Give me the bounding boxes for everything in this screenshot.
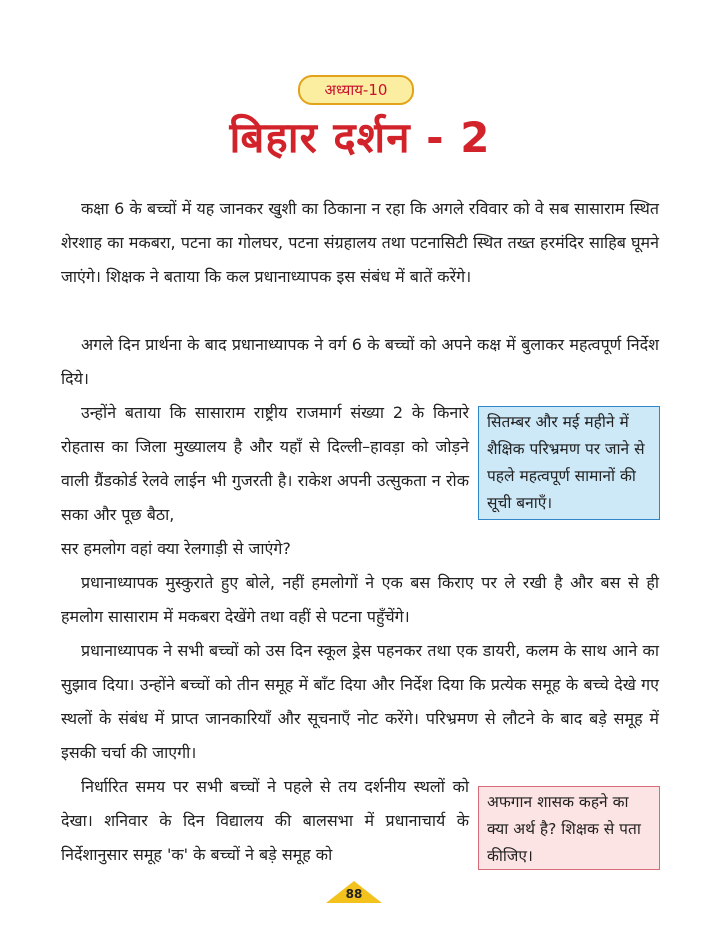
chapter-label: अध्याय-10 (298, 75, 414, 105)
paragraph: प्रधानाध्यापक ने सभी बच्चों को उस दिन स्कूल ड्रेस पहनकर तथा एक डायरी, कलम के साथ आने का सुझाव दिया। उन्होंने बच्चों को तीन समूह में बाँट दिया और निर्देश दिया कि प्रत्येक समूह के बच्चे देखे गए स्थलों के संबंध में प्राप्त जानकारियाँ और सूचनाएँ नोट करेंगे। परिभ्रमण से लौटने के बाद बड़े समूह में इसकी चर्चा की जाएगी। (61, 641, 659, 762)
side-note-box: अफगान शासक कहने का क्या अर्थ है? शिक्षक से पता कीजिए। (478, 786, 660, 870)
paragraph: प्रधानाध्यापक मुस्कुराते हुए बोले, नहीं हमलोगों ने एक बस किराए पर ले रखी है और बस से ही हमलोग सासाराम में मकबरा देखेंगे तथा वहीं से पटना पहुँचेंगे। (61, 573, 659, 626)
paragraph: अगले दिन प्रार्थना के बाद प्रधानाध्यापक ने वर्ग 6 के बच्चों को अपने कक्ष में बुलाकर महत्वपूर्ण निर्देश दिये। (61, 335, 659, 388)
side-note-box: सितम्बर और मई महीने में शैक्षिक परिभ्रमण पर जाने से पहले महत्वपूर्ण सामानों की सूची बनाएँ। (478, 406, 660, 520)
page-number: 88 (345, 887, 363, 901)
paragraph: निर्धारित समय पर सभी बच्चों ने पहले से तय दर्शनीय स्थलों को देखा। शनिवार के दिन विद्यालय की बालसभा में प्रधानाचार्य के निर्देशानुसार समूह 'क' के बच्चों ने बड़े समूह को (61, 777, 469, 864)
paragraph: सर हमलोग वहां क्या रेलगाड़ी से जाएंगे? (61, 539, 291, 558)
paragraph: उन्होंने बताया कि सासाराम राष्ट्रीय राजमार्ग संख्या 2 के किनारे रोहतास का जिला मुख्यालय है और यहाँ से दिल्ली–हावड़ा को जोड़ने वाली ग्रैंडकोर्ड रेलवे लाईन भी गुजरती है। राकेश अपनी उत्सुकता न रोक सका और पूछ बैठा, (61, 403, 469, 524)
page-number-badge (326, 881, 382, 903)
paragraph: कक्षा 6 के बच्चों में यह जानकर खुशी का ठिकाना न रहा कि अगले रविवार को वे सब सासाराम स्थित शेरशाह का मकबरा, पटना का गोलघर, पटना संग्रहालय तथा पटनासिटी स्थित तख्त हरमंदिर साहिब घूमने जाएंगे। शिक्षक ने बताया कि कल प्रधानाध्यापक इस संबंध में बातें करेंगे। (61, 199, 659, 286)
page-title: बिहार दर्शन - 2 (229, 113, 491, 162)
